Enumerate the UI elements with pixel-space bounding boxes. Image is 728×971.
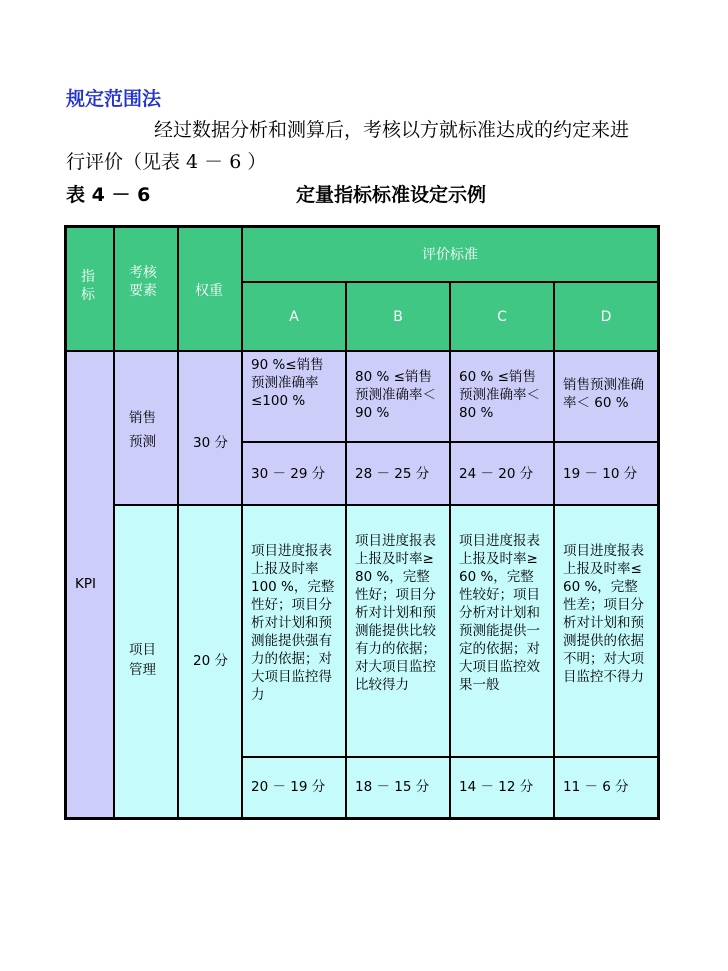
table-title: 定量指标标准设定示例 — [296, 184, 487, 206]
kpi-label: KPI — [66, 351, 114, 818]
row-sales-weight: 30 分 — [178, 351, 242, 505]
row-sales-score-d: 19 － 10 分 — [554, 442, 658, 505]
row-sales-criteria-c: 60 % ≤销售预测准确率＜ 80 % — [450, 351, 554, 442]
standards-table — [64, 225, 660, 820]
paragraph-line-2: 行评价（见表 4 － 6 ） — [66, 151, 267, 173]
row-sales-criteria-b: 80 % ≤销售预测准确率＜ 90 % — [346, 351, 450, 442]
row-project-score-d: 11 － 6 分 — [554, 757, 658, 818]
row-project-element-line-2: 管理 — [129, 662, 156, 678]
row-sales-score-c: 24 － 20 分 — [450, 442, 554, 505]
row-project-criteria-b: 项目进度报表上报及时率≥ 80 %，完整性好；项目分析对计划和预测能提供比较有力的依据；对大项目监控比较得力 — [346, 505, 450, 757]
header-elements-line-2: 要素 — [129, 283, 157, 299]
row-sales-score-a: 30 － 29 分 — [242, 442, 346, 505]
row-project-score-a: 20 － 19 分 — [242, 757, 346, 818]
row-project-weight: 20 分 — [178, 505, 242, 818]
row-sales-score-b: 28 － 25 分 — [346, 442, 450, 505]
row-project-criteria-c: 项目进度报表上报及时率≥ 60 %，完整性较好；项目分析对计划和预测能提供一定的依据；对大项目监控效果一般 — [450, 505, 554, 757]
header-grade-a: A — [242, 282, 346, 351]
header-criteria: 评价标准 — [242, 227, 658, 282]
row-project-element-line-1: 项目 — [129, 642, 156, 658]
row-sales-criteria-d: 销售预测准确率＜ 60 % — [554, 351, 658, 442]
table-number: 表 4 － 6 — [66, 184, 151, 206]
row-project-criteria-d: 项目进度报表上报及时率≤ 60 %，完整性差；项目分析对计划和预测提供的依据不明；对大项目监控不得力 — [554, 505, 658, 757]
row-sales-element-line-2: 预测 — [129, 434, 156, 450]
header-weight: 权重 — [178, 227, 242, 351]
header-indicator-line-2: 标 — [81, 287, 95, 303]
section-heading: 规定范围法 — [66, 88, 162, 110]
paragraph-line-1: 经过数据分析和测算后，考核以方就标准达成的约定来进 — [154, 119, 630, 141]
row-sales-element-line-1: 销售 — [129, 410, 156, 426]
header-indicator-line-1: 指 — [81, 269, 95, 285]
row-project-score-b: 18 － 15 分 — [346, 757, 450, 818]
header-grade-c: C — [450, 282, 554, 351]
intro-paragraph — [66, 114, 706, 178]
header-indicator — [66, 227, 114, 351]
row-sales-criteria-a: 90 %≤销售预测准确率≤100 % — [242, 351, 346, 442]
header-elements — [114, 227, 178, 351]
row-project-element — [114, 505, 178, 818]
row-project-criteria-a: 项目进度报表上报及时率 100 %，完整性好；项目分析对计划和预测能提供强有力的依据；对大项目监控得力 — [242, 505, 346, 757]
header-elements-line-1: 考核 — [129, 265, 157, 281]
header-grade-d: D — [554, 282, 658, 351]
row-sales-element — [114, 351, 178, 505]
row-project-score-c: 14 － 12 分 — [450, 757, 554, 818]
header-grade-b: B — [346, 282, 450, 351]
